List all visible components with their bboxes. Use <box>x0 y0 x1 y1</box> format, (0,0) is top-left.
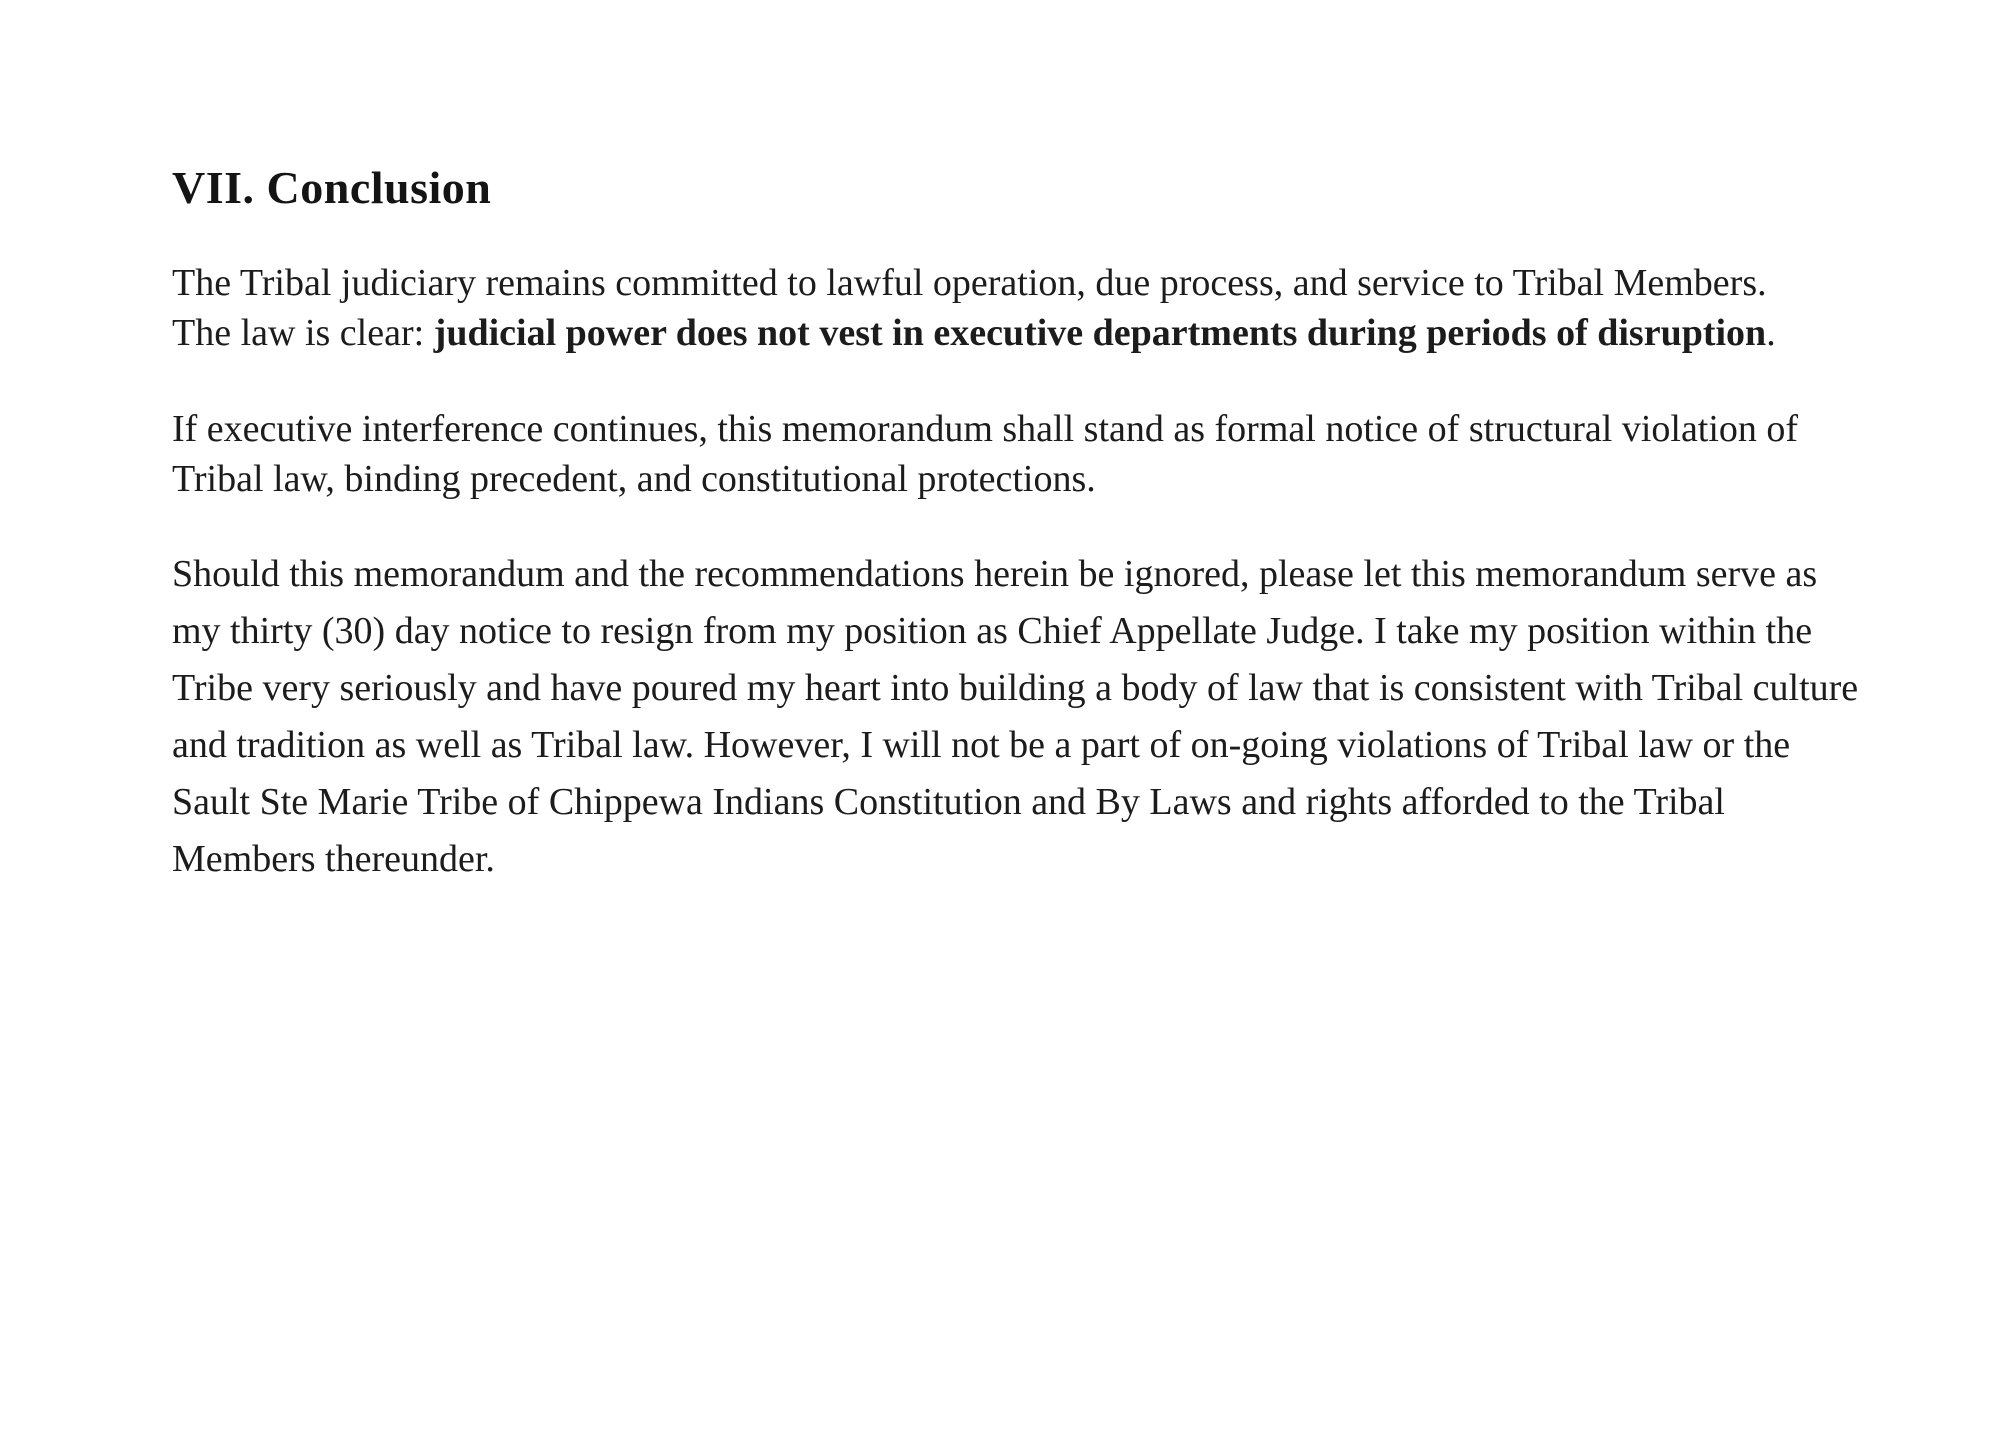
paragraph-commitment <box>172 258 1832 358</box>
paragraph-commitment-tail: . <box>1766 312 1776 354</box>
section-heading: VII. Conclusion <box>172 162 492 213</box>
paragraph-resignation: Should this memorandum and the recommendations herein be ignored, please let this memorandum serve as my thirty (30) day notice to resign from my position as Chief Appellate Judge. I take my position within the Tribe very seriously and have poured my heart into building a body of law that is consistent with Tribal culture and tradition as well as Tribal law. However, I will not be a part of on-going violations of Tribal law or the Sault Ste Marie Tribe of Chippewa Indians Constitution and By Laws and rights afforded to the Tribal Members thereunder. <box>172 553 1859 880</box>
paragraph-notice: If executive interference continues, this memorandum shall stand as formal notice of structural violation of Tribal law, binding precedent, and constitutional protections. <box>172 408 1799 500</box>
paragraph-commitment-lead: The Tribal judiciary remains committed to lawful operation, due process, and service to Tribal Members. The law is clear: <box>172 262 1767 354</box>
document-content <box>172 158 1872 888</box>
paragraph-commitment-emphasis: judicial power does not vest in executive departments during periods of disruption <box>433 312 1767 354</box>
